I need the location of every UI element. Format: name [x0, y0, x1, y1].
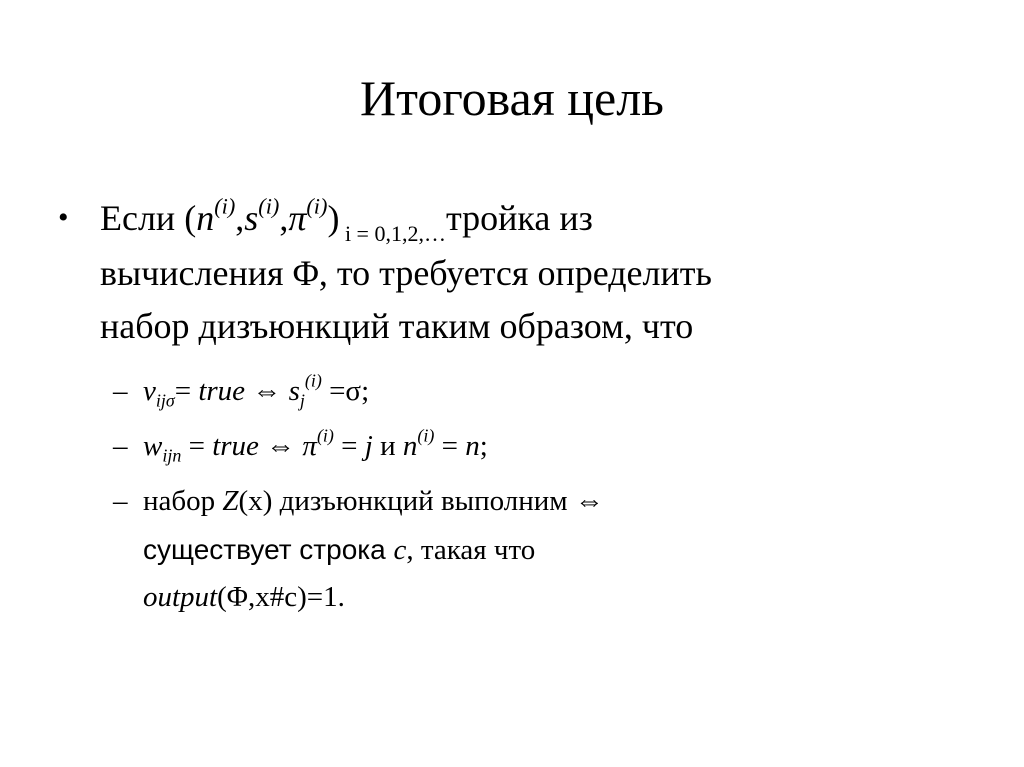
sup-i: (i): [306, 193, 328, 219]
text: дизъюнкций выполним ⇔: [272, 485, 604, 517]
output-function: output: [143, 581, 218, 613]
conjunction: и: [372, 430, 403, 462]
var-n: n: [465, 430, 480, 462]
comma: ,: [235, 198, 245, 238]
var-s: s: [244, 198, 259, 238]
iff-symbol: ⇔: [245, 375, 289, 407]
text: Если (: [100, 198, 197, 238]
bullet-marker: •: [58, 201, 69, 234]
text: (x): [238, 485, 273, 517]
close-paren: ): [327, 198, 340, 238]
sub-ijsigma: ijσ: [155, 390, 175, 411]
sub-j: j: [299, 390, 305, 411]
var-Z: Z: [222, 485, 239, 517]
sup-i: (i): [304, 370, 322, 391]
slide-title: Итоговая цель: [360, 70, 664, 126]
subitem-dash: –: [113, 375, 128, 407]
text: =σ;: [321, 375, 370, 407]
text: существует строка: [143, 534, 394, 565]
equals: =: [174, 375, 199, 407]
var-c: c: [393, 534, 407, 566]
bullet-line-1: [100, 193, 593, 246]
bullet-line-3: набор дизъюнкций таким образом, что: [100, 306, 694, 346]
sup-i: (i): [214, 193, 236, 219]
equals: =: [181, 430, 213, 462]
var-w: w: [143, 430, 163, 462]
subitem-3-line-1: [143, 482, 604, 520]
subitem-1: [143, 372, 369, 410]
subitem-3-line-3: [143, 578, 345, 616]
subitem-dash: –: [113, 430, 128, 462]
true-keyword: true: [212, 430, 259, 462]
var-n: n: [402, 430, 418, 462]
index-range: i = 0,1,2,…: [339, 221, 446, 246]
subitem-3-line-2: [143, 531, 535, 569]
bullet-line-2: вычисления Φ, то требуется определить: [100, 253, 712, 293]
text: тройка из: [445, 198, 593, 238]
text: , такая что: [406, 534, 536, 566]
var-pi: π: [302, 430, 317, 462]
var-v: v: [143, 375, 156, 407]
text: набор: [143, 485, 223, 517]
subitem-dash: –: [113, 485, 128, 517]
subitem-2: [143, 427, 488, 465]
equals: =: [333, 430, 365, 462]
sup-i: (i): [417, 425, 435, 446]
equals: =: [434, 430, 466, 462]
text: (Φ,x#c)=1.: [217, 581, 345, 613]
sup-i: (i): [316, 425, 334, 446]
sub-ijn: ijn: [162, 445, 182, 466]
iff-symbol: ⇔: [258, 430, 303, 462]
var-s: s: [288, 375, 300, 407]
text: ;: [479, 430, 488, 462]
true-keyword: true: [198, 375, 246, 407]
var-n: n: [196, 198, 215, 238]
sup-i: (i): [258, 193, 280, 219]
comma: ,: [279, 198, 289, 238]
var-pi: π: [288, 198, 307, 238]
var-j: j: [364, 430, 373, 462]
